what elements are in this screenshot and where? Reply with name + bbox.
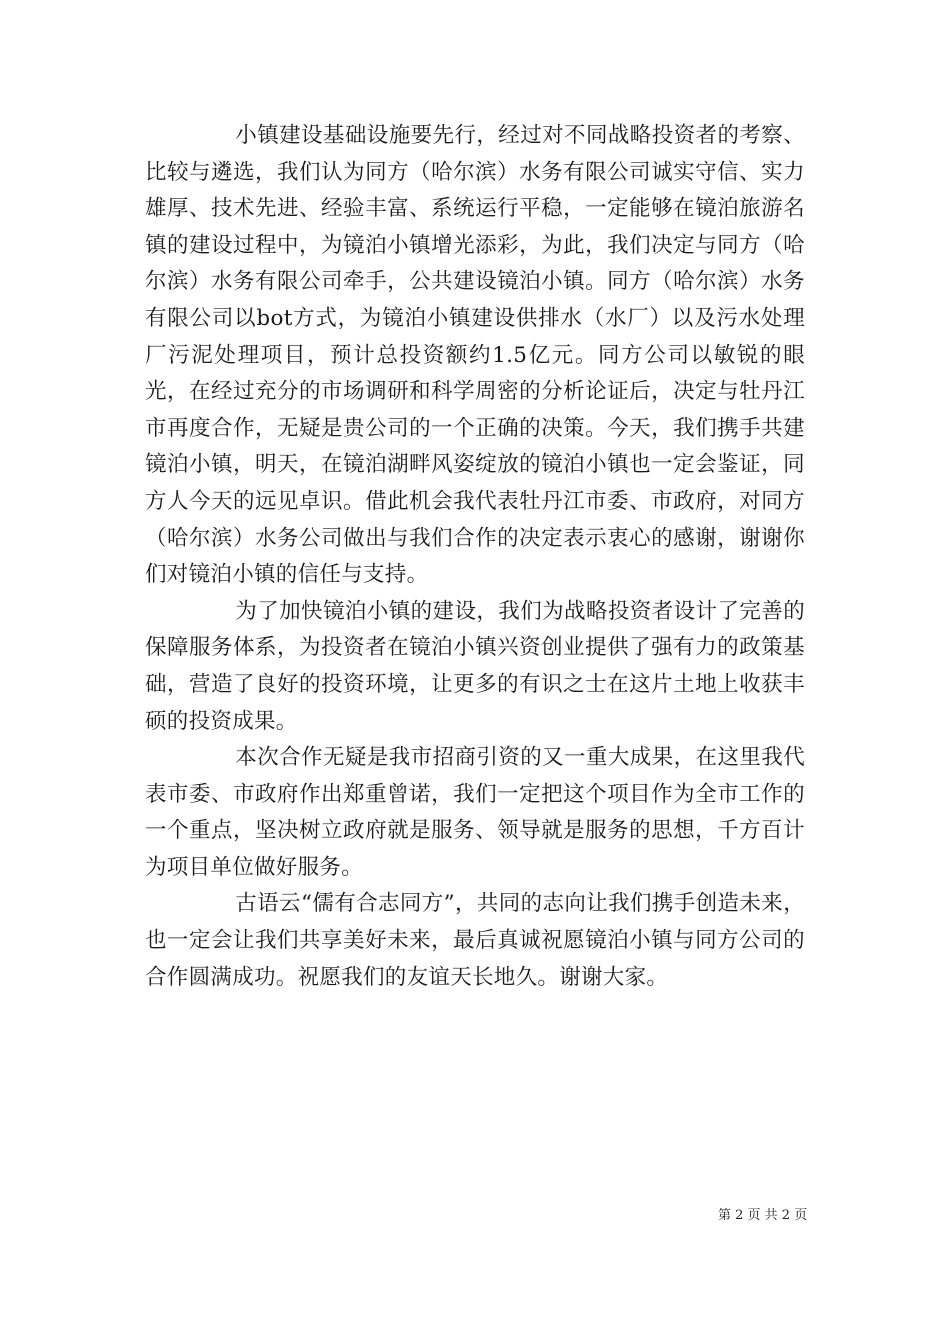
paragraph-commitment: 本次合作无疑是我市招商引资的又一重大成果，在这里我代表市委、市政府作出郑重曾诺，我们一定把这个项目作为全市工作的一个重点，坚决树立政府就是服务、领导就是服务的思想，千方百计为项目单位做好服务。 — [145, 745, 805, 880]
paragraph-cooperation: 小镇建设基础设施要先行，经过对不同战略投资者的考察、比较与遴选，我们认为同方（哈尔滨）水务有限公司诚实守信、实力雄厚、技术先进、经验丰富、系统运行平稳，一定能够在镜泊旅游名镇的建设过程中，为镜泊小镇增光添彩，为此，我们决定与同方（哈尔滨）水务有限公司牵手，公共建设镜泊小镇。同方（哈尔滨）水务有限公司以bot方式，为镜泊小镇建设供排水（水厂）以及污水处理厂污泥处理项目，预计总投资额约1.5亿元。同方公司以敏锐的眼光，在经过充分的市场调研和科学周密的分析论证后，决定与牡丹江市再度合作，无疑是贵公司的一个正确的决策。今天，我们携手共建镜泊小镇，明天，在镜泊湖畔风姿绽放的镜泊小镇也一定会鉴证，同方人今天的远见卓识。借此机会我代表牡丹江市委、市政府，对同方（哈尔滨）水务公司做出与我们合作的决定表示衷心的感谢，谢谢你们对镜泊小镇的信任与支持。 — [145, 123, 805, 588]
paragraph-closing: 古语云“儒有合志同方”，共同的志向让我们携手创造未来，也一定会让我们共享美好未来，最后真诚祝愿镜泊小镇与同方公司的合作圆满成功。祝愿我们的友谊天长地久。谢谢大家。 — [145, 891, 805, 990]
paragraph-service-system: 为了加快镜泊小镇的建设，我们为战略投资者设计了完善的保障服务体系，为投资者在镜泊小镇兴资创业提供了强有力的政策基础，营造了良好的投资环境，让更多的有识之士在这片土地上收获丰硕的投资成果。 — [145, 598, 805, 734]
page-number: 第 2 页 共 2 页 — [718, 1208, 808, 1223]
body-text — [145, 118, 805, 996]
